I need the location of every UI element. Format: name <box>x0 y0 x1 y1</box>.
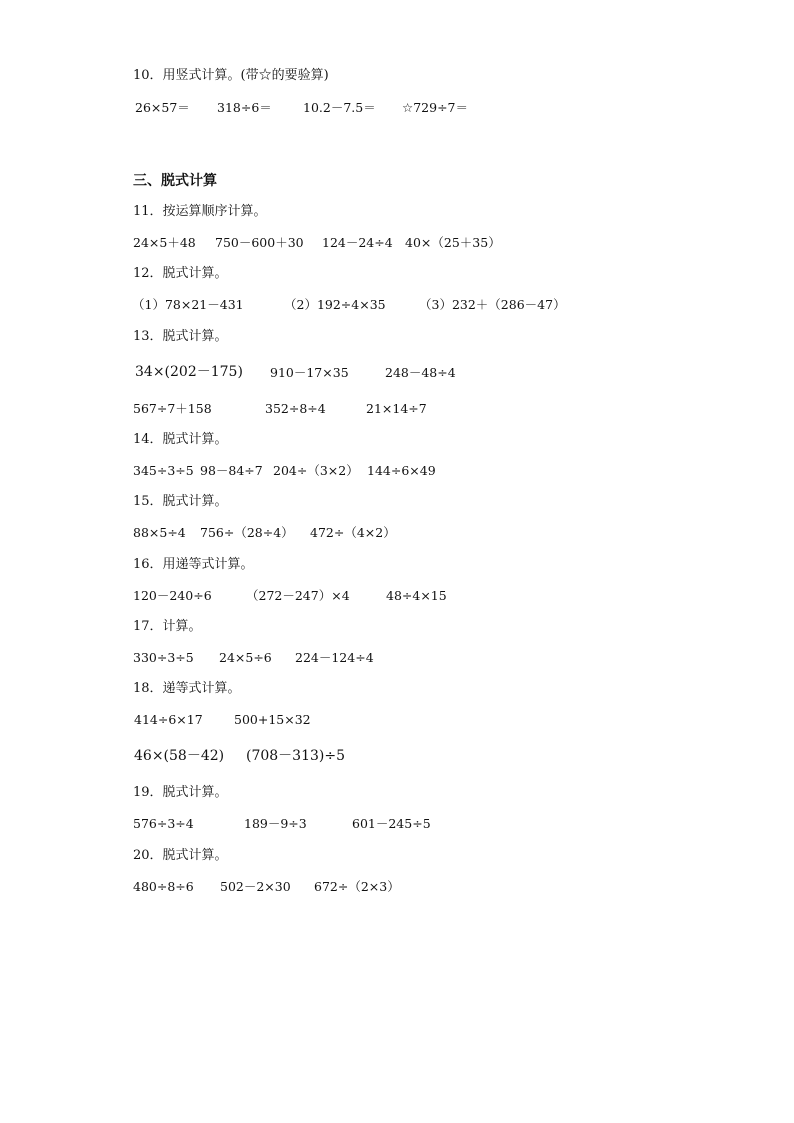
q19-title: 19．脱式计算。 <box>133 785 228 800</box>
q19-item-1: 576÷3÷4 <box>133 816 194 831</box>
q17-item-3: 224－124÷4 <box>295 650 374 665</box>
q17-item-2: 24×5÷6 <box>219 650 272 665</box>
q10-item-1: 26×57＝ <box>135 100 190 115</box>
q16-title: 16．用递等式计算。 <box>133 557 254 572</box>
q13-item-6: 21×14÷7 <box>366 401 427 416</box>
q12-item-1: （1）78×21－431 <box>132 297 244 312</box>
q19-item-2: 189－9÷3 <box>244 816 307 831</box>
q10-item-2: 318÷6＝ <box>217 100 272 115</box>
q20-item-1: 480÷8÷6 <box>133 879 194 894</box>
q11-item-2: 750－600＋30 <box>215 235 304 250</box>
q17-title: 17．计算。 <box>133 619 202 634</box>
q14-item-2: 98－84÷7 <box>200 463 263 478</box>
q18-item-3: 46×(58－42) <box>134 748 225 764</box>
q13-item-5: 352÷8÷4 <box>265 401 326 416</box>
q11-title: 11．按运算顺序计算。 <box>133 204 267 219</box>
q14-item-3: 204÷（3×2） <box>273 463 359 478</box>
q14-item-1: 345÷3÷5 <box>133 463 194 478</box>
q16-item-2: （272－247）×4 <box>246 588 350 603</box>
q11-item-3: 124－24÷4 <box>322 235 393 250</box>
q11-item-1: 24×5＋48 <box>133 235 196 250</box>
q11-item-4: 40×（25＋35） <box>405 235 501 250</box>
q15-item-2: 756÷（28÷4） <box>200 525 294 540</box>
q13-title: 13．脱式计算。 <box>133 329 228 344</box>
q15-item-1: 88×5÷4 <box>133 525 186 540</box>
q10-item-4: ☆729÷7＝ <box>402 100 468 115</box>
q13-item-4: 567÷7＋158 <box>133 401 212 416</box>
q18-item-4: (708－313)÷5 <box>246 748 346 764</box>
q15-item-3: 472÷（4×2） <box>310 525 396 540</box>
q10-item-3: 10.2－7.5＝ <box>303 100 376 115</box>
q19-item-3: 601－245÷5 <box>352 816 431 831</box>
q18-item-1: 414÷6×17 <box>134 712 203 727</box>
q12-title: 12．脱式计算。 <box>133 266 228 281</box>
q13-item-3: 248－48÷4 <box>385 365 456 380</box>
q12-item-3: （3）232＋（286－47） <box>419 297 566 312</box>
q18-item-2: 500+15×32 <box>234 712 311 727</box>
q10-title: 10．用竖式计算。(带☆的要验算) <box>133 68 329 83</box>
q16-item-3: 48÷4×15 <box>386 588 447 603</box>
q15-title: 15．脱式计算。 <box>133 494 228 509</box>
q14-item-4: 144÷6×49 <box>367 463 436 478</box>
q13-item-2: 910－17×35 <box>270 365 349 380</box>
q20-item-3: 672÷（2×3） <box>314 879 400 894</box>
q14-title: 14．脱式计算。 <box>133 432 228 447</box>
section-title: 三、脱式计算 <box>133 173 217 189</box>
q13-item-1: 34×(202－175) <box>135 364 243 380</box>
q17-item-1: 330÷3÷5 <box>133 650 194 665</box>
q12-item-2: （2）192÷4×35 <box>284 297 386 312</box>
q16-item-1: 120－240÷6 <box>133 588 212 603</box>
q18-title: 18．递等式计算。 <box>133 681 241 696</box>
q20-item-2: 502－2×30 <box>220 879 291 894</box>
q20-title: 20．脱式计算。 <box>133 848 228 863</box>
